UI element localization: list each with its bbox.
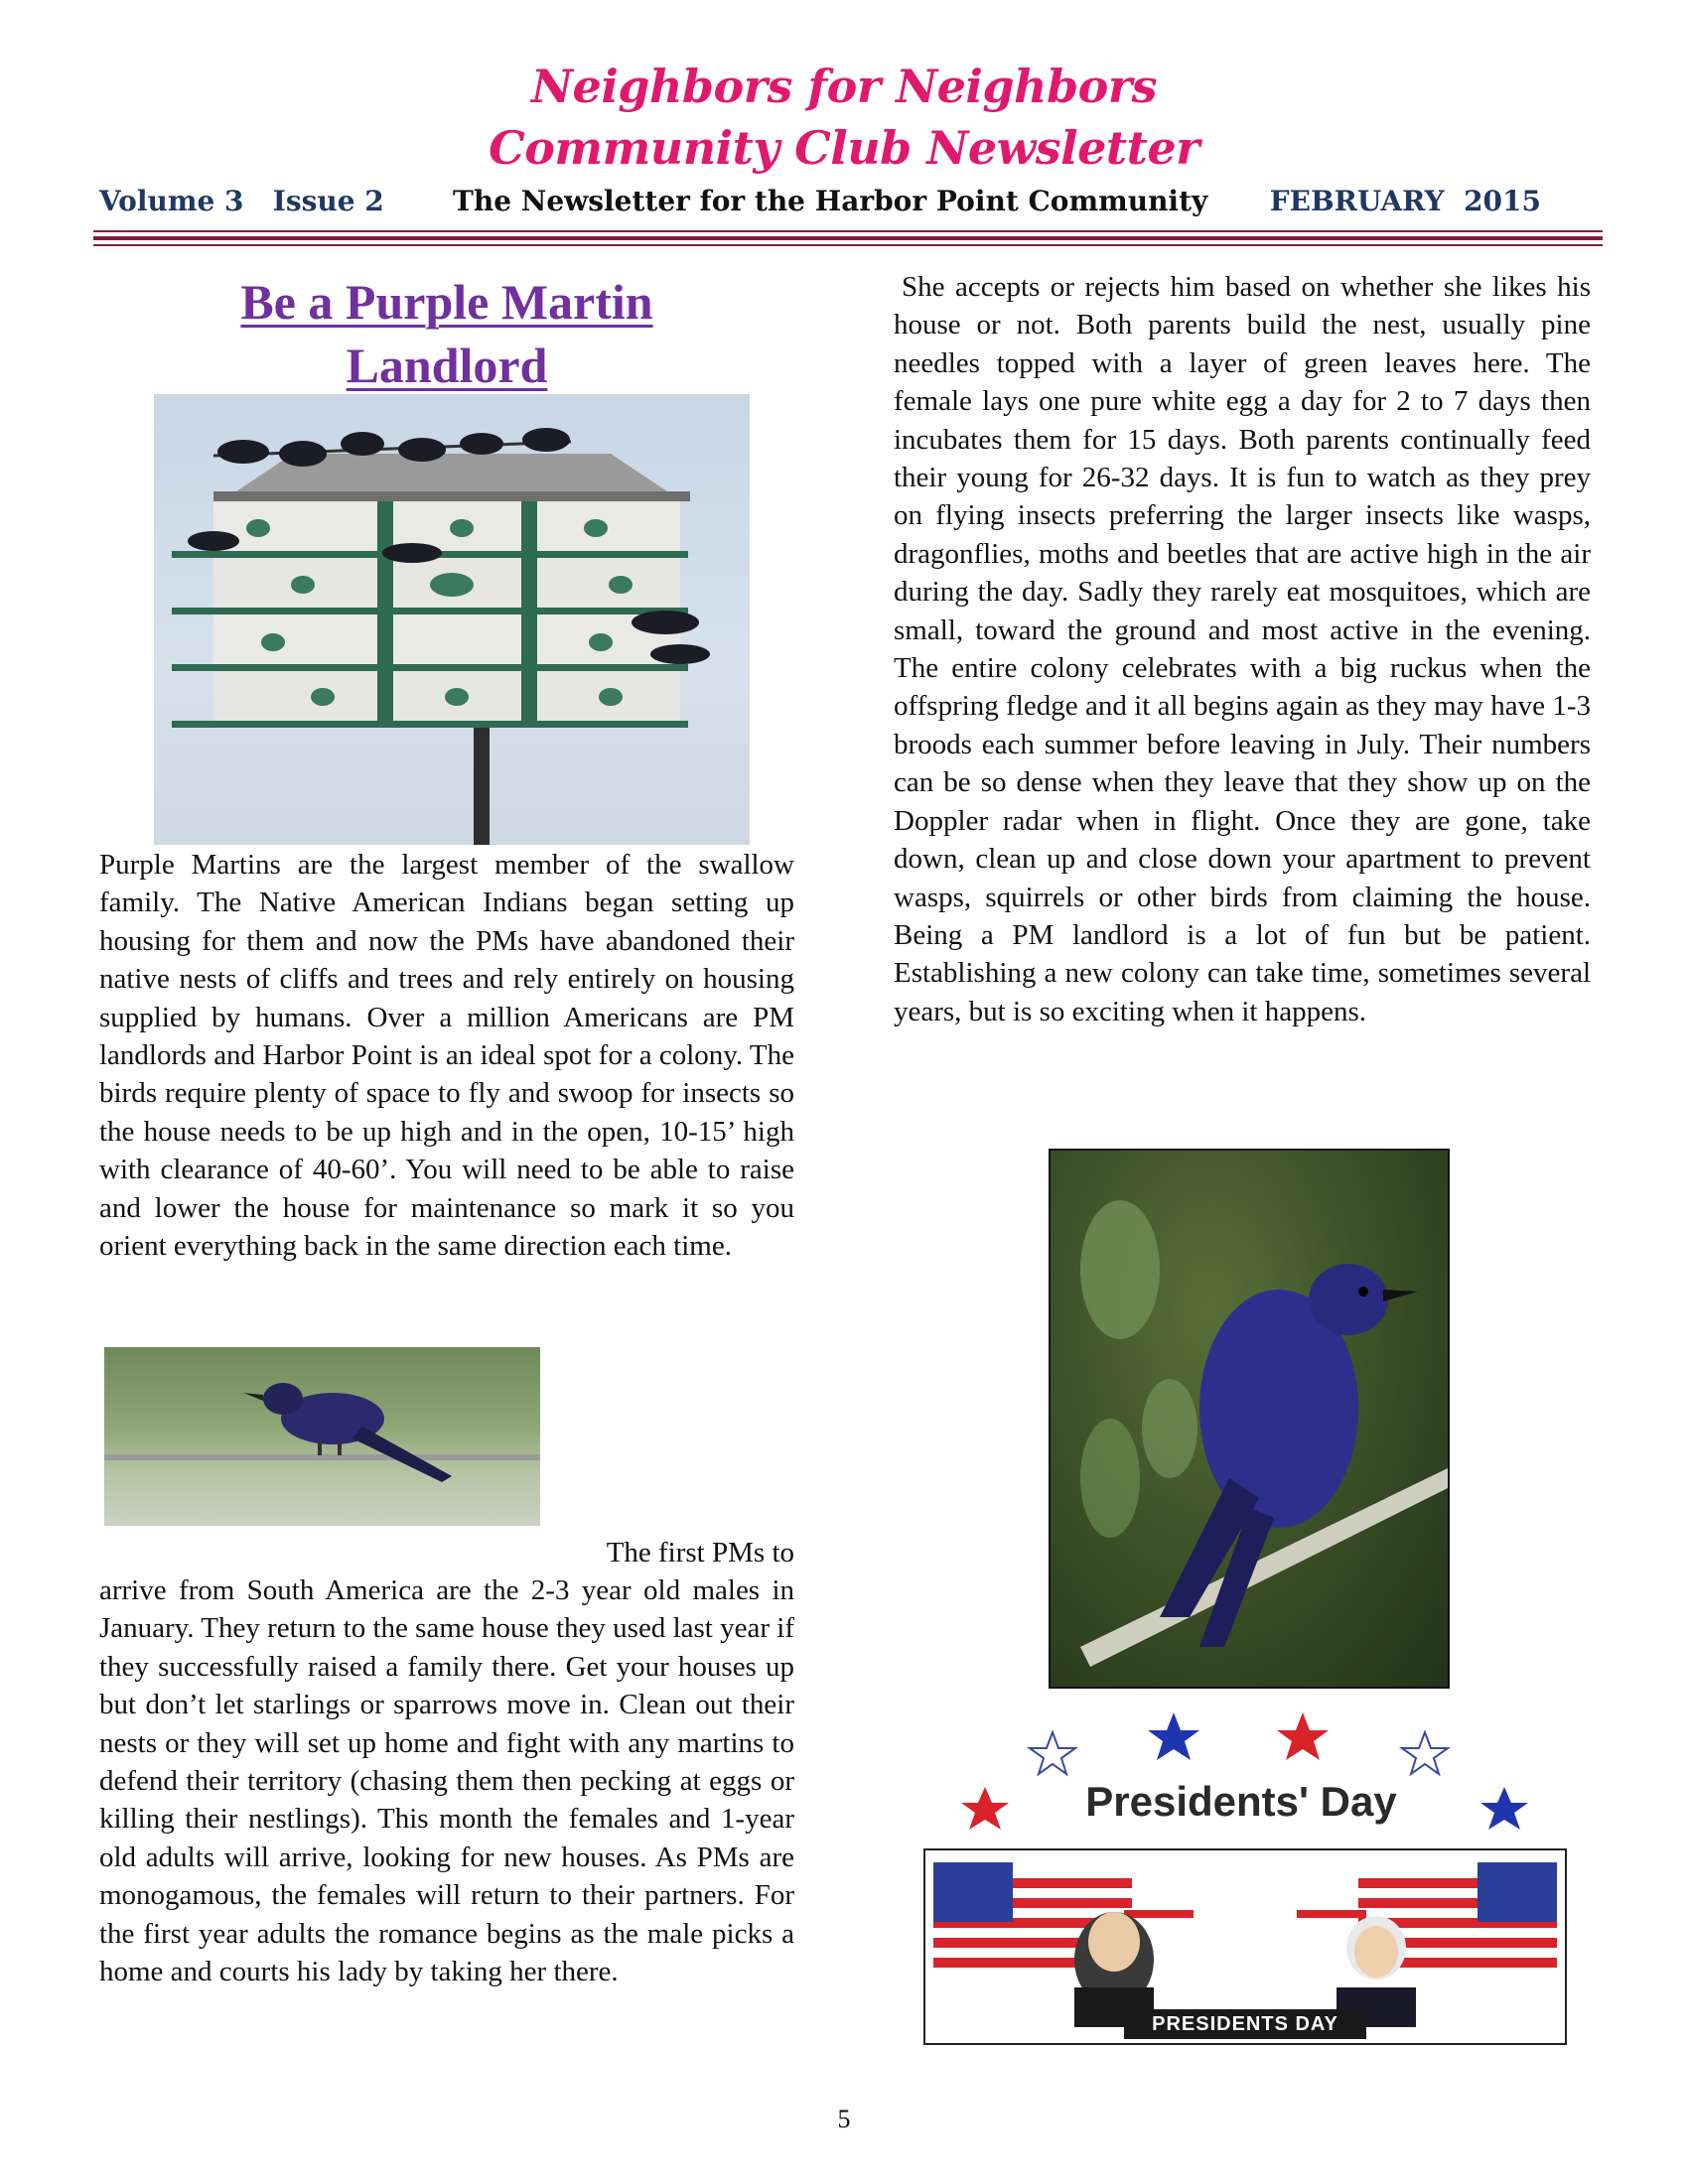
header-rule-thin-bottom [93, 244, 1603, 246]
article-column-left-top [99, 846, 794, 1347]
page-number: 5 [837, 2105, 851, 2133]
article-column-left-bottom [99, 1571, 794, 1990]
martin-house-photo [154, 394, 750, 845]
issue-date: FEBRUARY 2015 [1269, 185, 1541, 217]
masthead-title-line2: Community Club Newsletter [489, 121, 1199, 175]
presidents-day-banner [923, 1848, 1567, 2045]
article-title-line2: Landlord [346, 338, 548, 393]
martin-on-branch-illustration [1051, 1151, 1448, 1687]
presidents-day-header-text: Presidents' Day [1085, 1778, 1397, 1825]
paragraph-2-lead-text: The first PMs to [606, 1537, 794, 1569]
article-paragraph-2-lead [556, 1534, 794, 1571]
perched-martin-photo [104, 1347, 540, 1526]
article-column-right [894, 268, 1591, 1030]
masthead [0, 56, 1688, 179]
article-title [99, 270, 794, 397]
issue-info-bar [99, 185, 1541, 224]
header-rule-thin [93, 230, 1603, 232]
newsletter-tagline: The Newsletter for the Harbor Point Community [453, 185, 1208, 217]
masthead-title-line1: Neighbors for Neighbors [531, 60, 1157, 113]
article-paragraph-1: Purple Martins are the largest member of the swallow family. The Native American Indians began setting up housing for them and now the PMs have abandoned their native nests of cliffs and trees and rely entirely on housing supplied by humans. Over a million Americans are PM landlords and Harbor Point is an ideal spot for a colony. The birds require plenty of space to fly and swoop for insects so the house needs to be up high and in the open, 10-15’ high with clearance of 40-60’. You will need to be able to raise and lower the house for maintenance so mark it so you orient everything back in the same direction each time. [99, 849, 794, 1263]
article-paragraph-2: arrive from South America are the 2-3 year old males in January. They return to the same house they used last year if they successfully raised a family there. Get your houses up but don’t let starlings or sparrows move in. Clean out their nests or they will set up home and fight with any martins to defend their territory (chasing them then pecking at eggs or killing their nestlings). This month the females and 1-year old adults will arrive, looking for new houses. As PMs are monogamous, the females will return to their partners. For the first year adults the romance begins as the male picks a home and courts his lady by taking her there. [99, 1574, 794, 1988]
header-rule-thick [93, 236, 1603, 240]
article-title-line1: Be a Purple Martin [240, 274, 653, 330]
martin-on-branch-photo [1049, 1149, 1450, 1689]
presidents-day-header [923, 1703, 1539, 1832]
volume-issue: Volume 3 Issue 2 [99, 185, 384, 217]
martin-house-illustration [154, 394, 750, 845]
presidents-day-banner-text: PRESIDENTS DAY [1152, 2013, 1338, 2035]
article-paragraph-3: She accepts or rejects him based on whether she likes his house or not. Both parents build the nest, usually pine needles topped with a layer of green leaves here. The female lays one pure white egg a day for 2 to 7 days then incubates them for 15 days. Both parents continually feed their young for 26-32 days. It is fun to watch as they prey on flying insects preferring the larger insects like wasps, dragonflies, moths and beetles that are active high in the air during the day. Sadly they rarely eat mosquitoes, which are small, toward the ground and most active in the evening. The entire colony celebrates with a big ruckus when the offspring fledge and it all begins again as they may have 1-3 broods each summer before leaving in July. Their numbers can be so dense when they leave that they show up on the Doppler radar when in flight. Once they are gone, take down, clean up and close down your apartment to prevent wasps, squirrels or other birds from claiming the house. Being a PM landlord is a lot of fun but be patient. Establishing a new colony can take time, sometimes several years, but is so exciting when it happens. [894, 271, 1591, 1027]
perched-martin-illustration [104, 1347, 540, 1526]
